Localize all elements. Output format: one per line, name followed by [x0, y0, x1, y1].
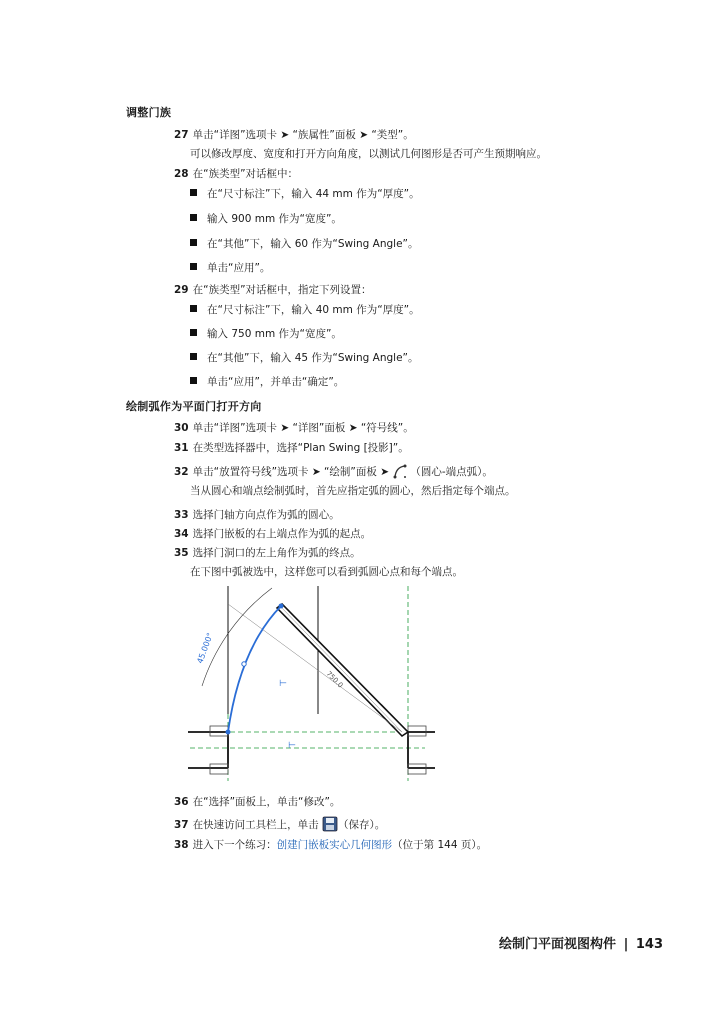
save-icon	[322, 816, 338, 836]
arc-end-point	[226, 730, 231, 735]
arc-start-point	[279, 604, 284, 609]
step-number: 27	[174, 129, 189, 141]
step-31: 31 在类型选择器中，选择“Plan Swing [投影]”。	[174, 442, 409, 454]
bullet-icon	[190, 263, 197, 270]
section-title-adjust-door: 调整门族	[126, 106, 172, 119]
step-36: 36 在“选择”面板上，单击“修改”。	[174, 796, 341, 808]
step-37: 37 在快速访问工具栏上，单击 （保存）。	[174, 816, 385, 836]
bullet-icon	[190, 305, 197, 312]
swing-guide	[228, 604, 402, 732]
bullet-item: 在“尺寸标注”下，输入 40 mm 作为“厚度”。	[190, 302, 420, 317]
width-label: 750.0	[324, 669, 345, 690]
center-ends-arc-icon	[392, 463, 410, 483]
frame-left-top	[210, 726, 228, 736]
bullet-item: 输入 750 mm 作为“宽度”。	[190, 326, 342, 341]
step-number: 29	[174, 284, 189, 296]
bullet-item: 在“其他”下，输入 45 作为“Swing Angle”。	[190, 350, 419, 365]
step-34: 34 选择门嵌板的右上端点作为弧的起点。	[174, 528, 372, 540]
step-number: 28	[174, 168, 189, 180]
step-38: 38 进入下一个练习：创建门嵌板实心几何图形（位于第 144 页）。	[174, 839, 488, 851]
panel-edge	[280, 606, 402, 732]
bullet-item: 单击“应用”。	[190, 260, 270, 275]
eq-marker-2: ⊢	[288, 741, 296, 751]
step-35: 35 选择门洞口的左上角作为弧的终点。	[174, 547, 361, 559]
bullet-icon	[190, 377, 197, 384]
step-32: 32 单击“放置符号线”选项卡 ➤ “绘制”面板 ➤ （圆心-端点弧）。	[174, 463, 493, 483]
step-32-note: 当从圆心和端点绘制弧时，首先应指定弧的圆心，然后指定每个端点。	[190, 485, 516, 497]
step-33: 33 选择门轴方向点作为弧的圆心。	[174, 509, 340, 521]
bullet-icon	[190, 214, 197, 221]
frame-right-top	[408, 726, 426, 736]
next-exercise-link[interactable]: 创建门嵌板实心几何图形	[276, 839, 393, 851]
bullet-icon	[190, 189, 197, 196]
step-text: 在“族类型”对话框中，指定下列设置：	[192, 284, 372, 296]
eq-marker-1: ⊢	[279, 679, 287, 689]
footer-title: 绘制门平面视图构件	[499, 937, 617, 952]
angle-label: 45.000°	[195, 631, 215, 665]
page-footer: 绘制门平面视图构件 | 143	[499, 937, 663, 952]
step-text: 单击“详图”选项卡 ➤ “族属性”面板 ➤ “类型”。	[192, 129, 414, 141]
step-29	[174, 283, 372, 297]
bullet-icon	[190, 239, 197, 246]
door-swing-figure	[180, 586, 440, 786]
arc-mid-grip	[242, 662, 246, 666]
step-27	[174, 128, 414, 142]
frame-left-bottom	[210, 764, 228, 774]
step-27-note: 可以修改厚度、宽度和打开方向角度，以测试几何图形是否可产生预期响应。	[190, 148, 547, 160]
bullet-icon	[190, 329, 197, 336]
step-28	[174, 167, 298, 181]
frame-right-bottom	[408, 764, 426, 774]
page-number: 143	[635, 937, 663, 952]
step-text: 在“族类型”对话框中：	[192, 168, 299, 180]
swing-arc	[228, 606, 281, 732]
section-title-draw-arc: 绘制弧作为平面门打开方向	[126, 400, 262, 413]
bullet-item: 单击“应用”，并单击“确定”。	[190, 374, 344, 389]
step-35-note: 在下图中弧被选中，这样您可以看到弧圆心点和每个端点。	[190, 566, 463, 578]
door-panel	[277, 604, 408, 736]
step-30: 30 单击“详图”选项卡 ➤ “详图”面板 ➤ “符号线”。	[174, 422, 414, 434]
bullet-item: 在“其他”下，输入 60 作为“Swing Angle”。	[190, 236, 419, 251]
bullet-item: 在“尺寸标注”下，输入 44 mm 作为“厚度”。	[190, 186, 420, 201]
bullet-icon	[190, 353, 197, 360]
bullet-item: 输入 900 mm 作为“宽度”。	[190, 211, 342, 226]
